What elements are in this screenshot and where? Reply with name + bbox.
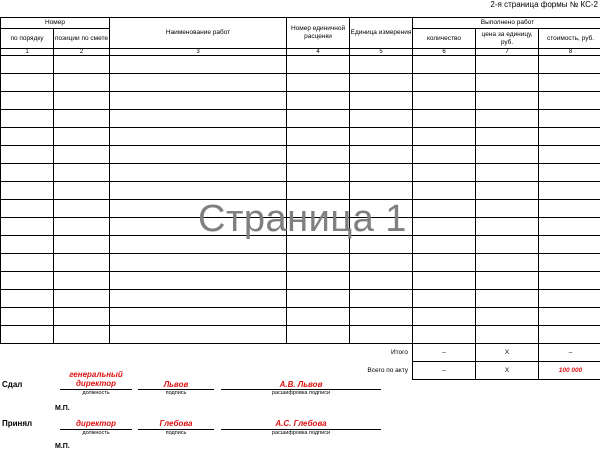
table-cell[interactable] — [54, 92, 110, 110]
table-cell[interactable] — [54, 74, 110, 92]
table-cell[interactable] — [1, 290, 54, 308]
table-cell[interactable] — [110, 182, 287, 200]
table-cell[interactable] — [287, 92, 350, 110]
sdal-position[interactable]: генеральный директор — [69, 370, 123, 388]
table-cell[interactable] — [110, 290, 287, 308]
table-cell[interactable] — [476, 272, 539, 290]
col-num: 3 — [110, 49, 287, 56]
table-cell[interactable] — [350, 128, 413, 146]
total-label: Итого — [390, 348, 409, 356]
table-cell[interactable] — [413, 200, 476, 218]
table-cell[interactable] — [54, 290, 110, 308]
table-cell[interactable] — [1, 164, 54, 182]
table-cell[interactable] — [539, 182, 600, 200]
table-cell[interactable] — [350, 56, 413, 74]
table-cell[interactable] — [287, 146, 350, 164]
table-row — [1, 290, 600, 308]
table-cell[interactable] — [287, 164, 350, 182]
table-cell[interactable] — [539, 308, 600, 326]
table-cell[interactable] — [1, 146, 54, 164]
table-cell[interactable] — [476, 236, 539, 254]
header-row-1 — [1, 18, 600, 29]
table-cell[interactable] — [54, 272, 110, 290]
table-cell[interactable] — [110, 254, 287, 272]
header-pozicii: позиции по смете — [54, 29, 110, 49]
table-cell[interactable] — [539, 272, 600, 290]
table-cell[interactable] — [1, 110, 54, 128]
table-cell[interactable] — [539, 218, 600, 236]
table-cell[interactable] — [287, 182, 350, 200]
table-cell[interactable] — [110, 110, 287, 128]
column-number-row — [1, 49, 600, 56]
table-row — [1, 164, 600, 182]
table-cell[interactable] — [350, 326, 413, 344]
table-cell[interactable] — [539, 164, 600, 182]
grand-total-qty[interactable]: – — [413, 362, 476, 380]
header-nomer-rascenki: Номер единичной расценки — [287, 18, 350, 49]
table-row — [1, 74, 600, 92]
table-cell[interactable] — [54, 56, 110, 74]
table-cell[interactable] — [476, 110, 539, 128]
table-cell[interactable] — [1, 326, 54, 344]
table-cell[interactable] — [350, 308, 413, 326]
table-cell[interactable] — [413, 56, 476, 74]
table-cell[interactable] — [539, 128, 600, 146]
header-vypolneno: Выполнено работ — [413, 18, 600, 29]
table-cell[interactable] — [287, 308, 350, 326]
table-cell[interactable] — [539, 326, 600, 344]
table-cell[interactable] — [287, 326, 350, 344]
col-num: 7 — [476, 49, 539, 56]
form-page-note: 2-я страница формы № КС-2 — [490, 0, 598, 9]
col-num: 1 — [1, 49, 54, 56]
page-watermark: Страница 1 — [198, 198, 407, 240]
total-price[interactable]: X — [476, 344, 539, 362]
header-nomer: Номер — [1, 18, 110, 29]
table-row — [1, 128, 600, 146]
table-cell[interactable] — [476, 254, 539, 272]
table-cell[interactable] — [54, 110, 110, 128]
table-cell[interactable] — [1, 74, 54, 92]
table-cell[interactable] — [350, 272, 413, 290]
table-row — [1, 308, 600, 326]
table-row — [1, 92, 600, 110]
table-cell[interactable] — [476, 182, 539, 200]
table-cell[interactable] — [476, 128, 539, 146]
table-cell[interactable] — [539, 74, 600, 92]
sdal-stamp-place: М.П. — [55, 405, 70, 412]
prinyal-label: Принял — [2, 419, 33, 428]
table-cell[interactable] — [287, 272, 350, 290]
table-cell[interactable] — [539, 200, 600, 218]
table-cell[interactable] — [413, 92, 476, 110]
table-cell[interactable] — [350, 74, 413, 92]
prinyal-position[interactable]: директор — [75, 419, 116, 428]
table-cell[interactable] — [413, 110, 476, 128]
table-cell[interactable] — [539, 290, 600, 308]
table-cell[interactable] — [287, 254, 350, 272]
table-cell[interactable] — [539, 110, 600, 128]
table-cell[interactable] — [1, 92, 54, 110]
grand-total-price[interactable]: X — [476, 362, 539, 380]
table-cell[interactable] — [54, 236, 110, 254]
header-kolichestvo: количество — [413, 29, 476, 49]
col-num: 8 — [539, 49, 600, 56]
table-cell[interactable] — [54, 200, 110, 218]
table-cell[interactable] — [476, 164, 539, 182]
total-qty[interactable]: – — [413, 344, 476, 362]
header-stoimost: стоимость, руб. — [539, 29, 600, 49]
table-cell[interactable] — [476, 92, 539, 110]
table-cell[interactable] — [54, 326, 110, 344]
header-po-poryadku: по порядку — [1, 29, 54, 49]
prinyal-name-caption: расшифровка подписи — [271, 430, 331, 436]
table-cell[interactable] — [1, 254, 54, 272]
table-cell[interactable] — [350, 110, 413, 128]
table-cell[interactable] — [476, 146, 539, 164]
sdal-label: Сдал — [2, 380, 23, 389]
table-cell[interactable] — [539, 56, 600, 74]
table-cell[interactable] — [413, 308, 476, 326]
table-cell[interactable] — [110, 164, 287, 182]
table-cell[interactable] — [413, 236, 476, 254]
total-cost[interactable]: – — [539, 344, 600, 362]
table-row — [1, 146, 600, 164]
total-row — [1, 344, 600, 362]
table-cell[interactable] — [110, 146, 287, 164]
col-num: 4 — [287, 49, 350, 56]
table-cell[interactable] — [54, 218, 110, 236]
table-row — [1, 326, 600, 344]
table-row — [1, 56, 600, 74]
col-num: 2 — [54, 49, 110, 56]
table-cell[interactable] — [539, 236, 600, 254]
table-cell[interactable] — [413, 326, 476, 344]
table-cell[interactable] — [110, 128, 287, 146]
table-cell[interactable] — [413, 218, 476, 236]
table-cell[interactable] — [110, 56, 287, 74]
table-cell[interactable] — [476, 290, 539, 308]
table-cell[interactable] — [476, 218, 539, 236]
table-cell[interactable] — [539, 254, 600, 272]
table-cell[interactable] — [350, 254, 413, 272]
table-row — [1, 110, 600, 128]
grand-total-cost[interactable]: 100 000 — [539, 362, 600, 380]
table-cell[interactable] — [350, 164, 413, 182]
table-cell[interactable] — [1, 128, 54, 146]
table-cell[interactable] — [413, 254, 476, 272]
table-cell[interactable] — [476, 74, 539, 92]
sdal-position-caption: должность — [82, 390, 110, 396]
table-cell[interactable] — [110, 272, 287, 290]
table-cell[interactable] — [476, 56, 539, 74]
table-cell[interactable] — [413, 128, 476, 146]
table-cell[interactable] — [413, 146, 476, 164]
grand-total-label: Всего по акту — [367, 366, 409, 374]
table-cell[interactable] — [287, 128, 350, 146]
table-cell[interactable] — [1, 236, 54, 254]
header-cena: цена за единицу, руб. — [476, 29, 539, 49]
header-naimenovanie: Наименование работ — [110, 18, 287, 49]
table-cell[interactable] — [350, 290, 413, 308]
table-cell[interactable] — [350, 92, 413, 110]
table-cell[interactable] — [54, 254, 110, 272]
table-cell[interactable] — [110, 308, 287, 326]
table-cell[interactable] — [350, 182, 413, 200]
sdal-signature[interactable]: Львов — [163, 380, 189, 389]
table-cell[interactable] — [413, 182, 476, 200]
table-cell[interactable] — [1, 272, 54, 290]
table-cell[interactable] — [54, 128, 110, 146]
table-cell[interactable] — [110, 326, 287, 344]
table-cell[interactable] — [1, 308, 54, 326]
sdal-signature-caption: подпись — [165, 390, 187, 396]
table-cell[interactable] — [1, 200, 54, 218]
table-cell[interactable] — [476, 200, 539, 218]
table-cell[interactable] — [1, 182, 54, 200]
table-cell[interactable] — [1, 218, 54, 236]
table-cell[interactable] — [287, 110, 350, 128]
table-cell[interactable] — [476, 308, 539, 326]
col-num: 6 — [413, 49, 476, 56]
table-row — [1, 182, 600, 200]
sdal-name[interactable]: А.В. Львов — [279, 380, 323, 389]
table-cell[interactable] — [476, 326, 539, 344]
table-cell[interactable] — [287, 290, 350, 308]
prinyal-stamp-place: М.П. — [55, 443, 70, 450]
table-cell[interactable] — [539, 92, 600, 110]
table-row — [1, 272, 600, 290]
table-cell[interactable] — [539, 146, 600, 164]
sdal-name-caption: расшифровка подписи — [271, 390, 331, 396]
table-cell[interactable] — [287, 56, 350, 74]
table-cell[interactable] — [413, 290, 476, 308]
table-cell[interactable] — [110, 74, 287, 92]
table-cell[interactable] — [350, 146, 413, 164]
table-cell[interactable] — [54, 182, 110, 200]
table-cell[interactable] — [54, 308, 110, 326]
prinyal-name[interactable]: А.С. Глебова — [275, 419, 327, 428]
table-cell[interactable] — [1, 56, 54, 74]
table-cell[interactable] — [413, 164, 476, 182]
col-num: 5 — [350, 49, 413, 56]
header-edinica: Единица измерения — [350, 18, 413, 49]
table-cell[interactable] — [54, 164, 110, 182]
prinyal-position-caption: должность — [82, 430, 110, 436]
prinyal-signature-caption: подпись — [165, 430, 187, 436]
table-row — [1, 254, 600, 272]
prinyal-signature[interactable]: Глебова — [159, 419, 193, 428]
table-cell[interactable] — [110, 92, 287, 110]
table-cell[interactable] — [287, 74, 350, 92]
table-cell[interactable] — [413, 272, 476, 290]
table-cell[interactable] — [413, 74, 476, 92]
table-cell[interactable] — [54, 146, 110, 164]
